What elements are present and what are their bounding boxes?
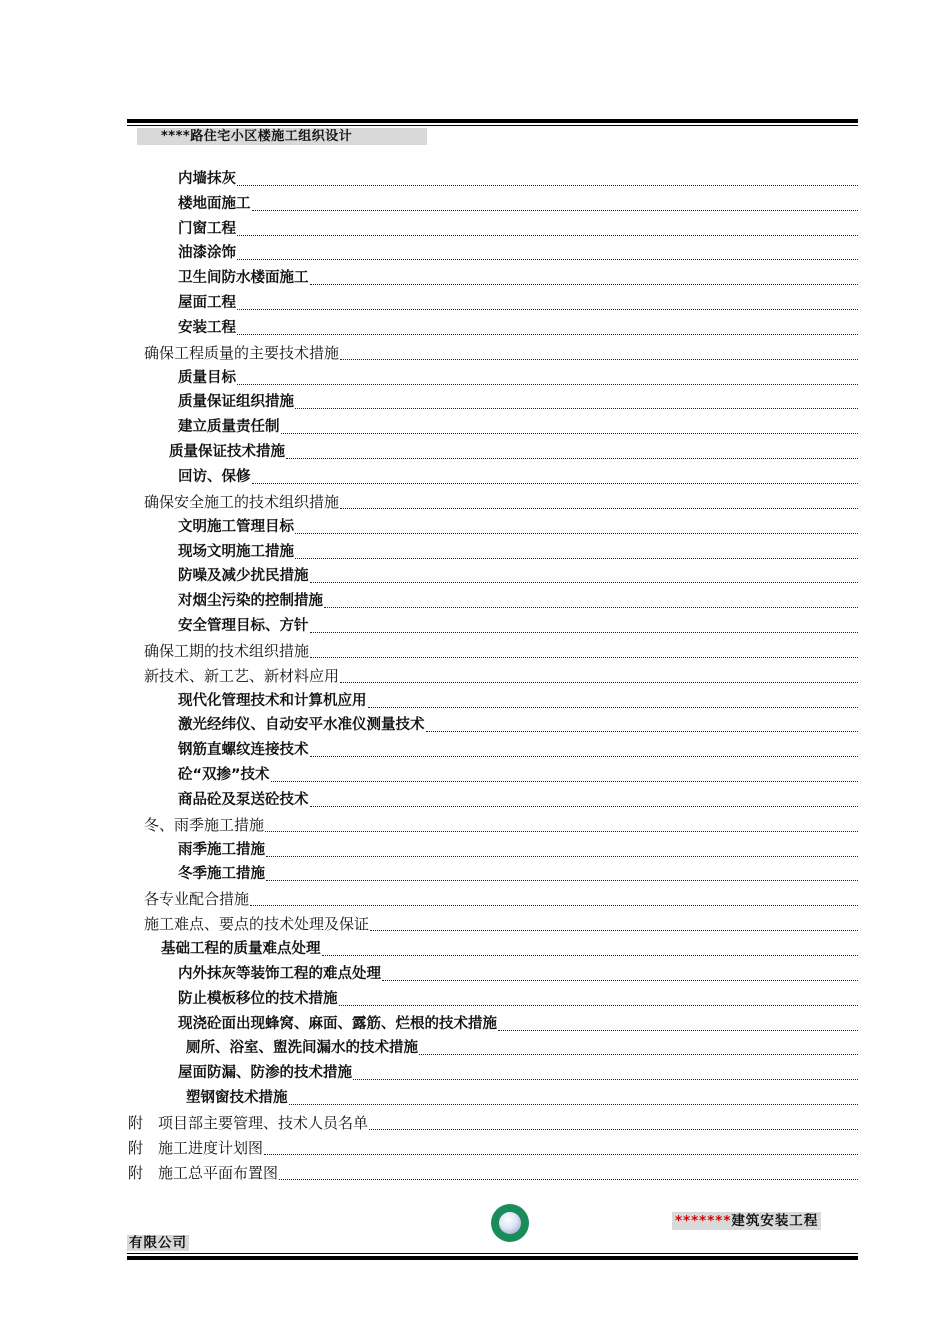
toc-dot-leader (237, 370, 858, 385)
toc-entry[interactable] (0, 164, 950, 189)
toc-dot-leader (310, 742, 859, 757)
toc-entry-text: 现代化管理技术和计算机应用 (178, 692, 367, 709)
toc-entry-text: 确保安全施工的技术组织措施 (144, 492, 340, 511)
toc-entry[interactable] (0, 959, 950, 984)
toc-entry-text: 内墙抹灰 (178, 170, 236, 187)
toc-entry[interactable] (0, 288, 950, 313)
toc-entry-text: 施工难点、要点的技术处理及保证 (144, 915, 370, 934)
toc-dot-leader (264, 1140, 858, 1155)
toc-entry[interactable] (0, 909, 950, 934)
toc-dot-leader (370, 916, 858, 931)
toc-entry[interactable] (0, 512, 950, 537)
toc-entry-text: 防止模板移位的技术措施 (178, 990, 338, 1007)
toc-entry-text: 卫生间防水楼面施工 (178, 270, 309, 287)
toc-entry-text: 塑钢窗技术措施 (186, 1090, 288, 1107)
toc-entry[interactable] (0, 537, 950, 562)
toc-entry[interactable] (0, 636, 950, 661)
toc-entry-text: 钢筋直螺纹连接技术 (178, 742, 309, 759)
toc-dot-leader (426, 717, 859, 732)
toc-dot-leader (419, 1040, 858, 1055)
toc-entry[interactable] (0, 363, 950, 388)
toc-entry-text: 内外抹灰等装饰工程的难点处理 (178, 965, 381, 982)
toc-entry-text: 冬、雨季施工措施 (144, 815, 265, 834)
toc-entry[interactable] (0, 835, 950, 860)
toc-dot-leader (281, 419, 859, 434)
toc-entry-text: 确保工程质量的主要技术措施 (144, 343, 340, 362)
page-badge-inner (499, 1212, 521, 1234)
toc-entry[interactable] (0, 562, 950, 587)
toc-entry[interactable] (0, 1058, 950, 1083)
toc-dot-leader (324, 593, 858, 608)
toc-dot-leader (289, 1090, 859, 1105)
toc-dot-leader (339, 991, 859, 1006)
toc-entry[interactable] (0, 189, 950, 214)
footer-rule-thick (127, 1256, 858, 1260)
toc-entry-text: 建立质量责任制 (178, 419, 280, 436)
toc-dot-leader (322, 941, 859, 956)
toc-entry-text: 新技术、新工艺、新材料应用 (144, 666, 340, 685)
toc-entry-text: 现浇砼面出现蜂窝、麻面、露筋、烂根的技术措施 (178, 1015, 497, 1032)
toc-dot-leader (237, 245, 858, 260)
toc-entry-text: 砼“双掺”技术 (178, 767, 270, 784)
toc-entry[interactable] (0, 1034, 950, 1059)
toc-entry[interactable] (0, 586, 950, 611)
toc-dot-leader (310, 270, 859, 285)
table-of-contents (0, 164, 950, 1183)
header-rule-thick (127, 119, 858, 123)
toc-dot-leader (237, 221, 858, 236)
footer-company-name (672, 1212, 821, 1230)
toc-dot-leader (265, 817, 858, 832)
toc-entry[interactable] (0, 1158, 950, 1183)
document-header-title: ****路住宅小区楼施工组织设计 (137, 128, 427, 145)
footer-company-label: 建筑安装工程 (731, 1213, 819, 1229)
toc-dot-leader (369, 1115, 858, 1130)
toc-dot-leader (368, 693, 859, 708)
toc-dot-leader (295, 519, 858, 534)
toc-dot-leader (340, 345, 858, 360)
toc-entry[interactable] (0, 884, 950, 909)
toc-dot-leader (279, 1165, 858, 1180)
toc-entry-text: 现场文明施工措施 (178, 543, 294, 560)
toc-entry[interactable] (0, 263, 950, 288)
toc-entry[interactable] (0, 661, 950, 686)
toc-entry[interactable] (0, 437, 950, 462)
toc-dot-leader (310, 568, 859, 583)
toc-entry-text: 门窗工程 (178, 220, 236, 237)
toc-entry-text: 附 施工总平面布置图 (128, 1163, 279, 1182)
toc-entry-text: 油漆涂饰 (178, 245, 236, 262)
toc-entry[interactable] (0, 487, 950, 512)
toc-dot-leader (266, 842, 858, 857)
toc-dot-leader (250, 891, 858, 906)
page-badge-icon (491, 1204, 529, 1242)
toc-entry[interactable] (0, 313, 950, 338)
toc-dot-leader (266, 866, 858, 881)
footer-company-stars: ******* (675, 1213, 732, 1229)
toc-entry-text: 防噪及减少扰民措施 (178, 568, 309, 585)
toc-dot-leader (237, 171, 858, 186)
toc-dot-leader (310, 792, 859, 807)
toc-entry[interactable] (0, 1083, 950, 1108)
header-rule-thin (127, 125, 858, 126)
toc-entry-text: 各专业配合措施 (144, 890, 250, 909)
toc-entry-text: 质量目标 (178, 369, 236, 386)
toc-dot-leader (340, 494, 858, 509)
toc-dot-leader (353, 1065, 858, 1080)
toc-entry-text: 屋面工程 (178, 295, 236, 312)
toc-entry[interactable] (0, 338, 950, 363)
toc-entry-text: 激光经纬仪、自动安平水准仪测量技术 (178, 717, 425, 734)
toc-entry-text: 回访、保修 (178, 468, 251, 485)
toc-dot-leader (310, 643, 858, 658)
toc-entry-text: 基础工程的质量难点处理 (161, 941, 321, 957)
toc-dot-leader (382, 966, 858, 981)
toc-entry-text: 安全管理目标、方针 (178, 618, 309, 635)
toc-entry[interactable] (0, 860, 950, 885)
toc-dot-leader (295, 544, 858, 559)
toc-entry-text: 确保工期的技术组织措施 (144, 641, 310, 660)
toc-dot-leader (310, 618, 859, 633)
toc-entry[interactable] (0, 785, 950, 810)
toc-entry-text: 厕所、浴室、盥洗间漏水的技术措施 (186, 1040, 418, 1057)
toc-entry[interactable] (0, 686, 950, 711)
toc-entry-text: 附 施工进度计划图 (128, 1138, 264, 1157)
toc-entry[interactable] (0, 412, 950, 437)
toc-entry[interactable] (0, 934, 950, 959)
toc-entry[interactable] (0, 214, 950, 239)
toc-entry[interactable] (0, 984, 950, 1009)
toc-dot-leader (271, 767, 858, 782)
footer-rule-thin (127, 1253, 858, 1254)
toc-dot-leader (498, 1016, 858, 1031)
toc-entry-text: 质量保证组织措施 (178, 394, 294, 411)
toc-entry-text: 雨季施工措施 (178, 841, 265, 858)
toc-entry[interactable] (0, 711, 950, 736)
toc-entry[interactable] (0, 611, 950, 636)
toc-entry[interactable] (0, 760, 950, 785)
toc-entry[interactable] (0, 239, 950, 264)
toc-entry[interactable] (0, 1009, 950, 1034)
toc-dot-leader (252, 196, 859, 211)
toc-entry-text: 屋面防漏、防渗的技术措施 (178, 1065, 352, 1082)
toc-entry[interactable] (0, 735, 950, 760)
toc-dot-leader (252, 469, 859, 484)
toc-entry-text: 楼地面施工 (178, 195, 251, 212)
toc-entry[interactable] (0, 1133, 950, 1158)
toc-dot-leader (295, 394, 858, 409)
toc-dot-leader (237, 295, 858, 310)
toc-dot-leader (237, 320, 858, 335)
toc-entry-text: 附 项目部主要管理、技术人员名单 (128, 1113, 369, 1132)
toc-entry-text: 商品砼及泵送砼技术 (178, 791, 309, 808)
toc-entry-text: 对烟尘污染的控制措施 (178, 593, 323, 610)
toc-entry[interactable] (0, 1108, 950, 1133)
toc-entry-text: 冬季施工措施 (178, 866, 265, 883)
toc-entry[interactable] (0, 388, 950, 413)
toc-entry[interactable] (0, 462, 950, 487)
toc-entry-text: 质量保证技术措施 (169, 444, 285, 461)
toc-entry[interactable] (0, 810, 950, 835)
toc-dot-leader (340, 668, 858, 683)
footer-company-suffix: 有限公司 (129, 1235, 187, 1251)
toc-entry-text: 文明施工管理目标 (178, 518, 294, 535)
toc-dot-leader (286, 444, 858, 459)
toc-entry-text: 安装工程 (178, 319, 236, 336)
